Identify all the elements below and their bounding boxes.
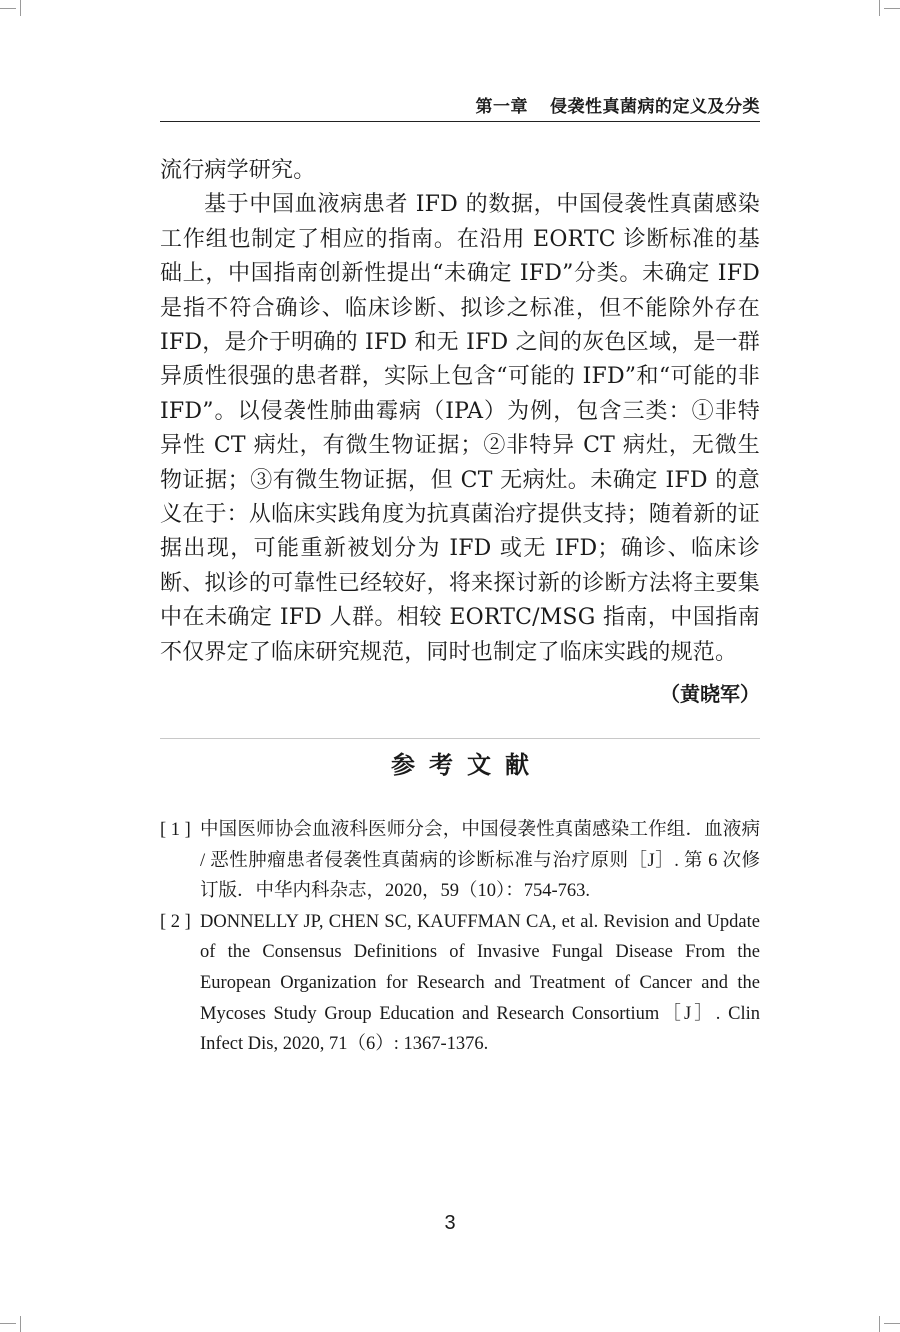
reference-text: DONNELLY JP, CHEN SC, KAUFFMAN CA, et al. Revision and Update of the Consensus Definitions of Invasive Fungal Disease From the European Organization for Research and Treatment of Cancer and the Mycoses Study Group Education and Research Consortium［J］. Clin Infect Dis, 2020, 71（6）: 1367-1376. [200, 911, 760, 1055]
reference-number: [ 2 ] [160, 911, 191, 932]
crop-mark [879, 0, 880, 16]
paragraph: 基于中国血液病患者 IFD 的数据，中国侵袭性真菌感染工作组也制定了相应的指南。在沿用 EORTC 诊断标准的基础上，中国指南创新性提出“未确定 IFD”分类。未确定 IFD 是指不符合确诊、临床诊断、拟诊之标准，但不能除外存在 IFD，是介于明确的 IFD 和无 IFD 之间的灰色区域，是一群异质性很强的患者群，实际上包含“可能的 IFD”和“可能的非 IFD”。以侵袭性肺曲霉病（IPA）为例，包含三类：①非特异性 CT 病灶，有微生物证据；②非特异 CT 病灶，无微生物证据；③有微生物证据，但 CT 无病灶。未确定 IFD 的意义在于：从临床实践角度为抗真菌治疗提供支持；随着新的证据出现，可能重新被划分为 IFD 或无 IFD；确诊、临床诊断、拟诊的可靠性已经较好，将来探讨新的诊断方法将主要集中在未确定 IFD 人群。相较 EORTC/MSG 指南，中国指南不仅界定了临床研究规范，同时也制定了临床实践的规范。 [160, 192, 760, 665]
reference-list [160, 815, 760, 1060]
paragraph: 流行病学研究。 [160, 158, 316, 183]
reference-number: [ 1 ] [160, 820, 191, 840]
section-divider [160, 738, 760, 739]
crop-mark [20, 0, 21, 16]
crop-mark [0, 1323, 16, 1324]
reference-item [160, 907, 760, 1060]
page-number: 3 [444, 1212, 456, 1234]
author-credit: （黄晓军） [660, 682, 760, 706]
main-text [160, 154, 760, 670]
reference-text: 中国医师协会血液科医师分会，中国侵袭性真菌感染工作组．血液病 / 恶性肿瘤患者侵袭性真菌病的诊断标准与治疗原则［J］. 第 6 次修订版．中华内科杂志，2020，59（10）：754-763. [200, 820, 760, 902]
running-head [160, 92, 760, 117]
references-heading: 参考文献 [391, 751, 543, 779]
reference-item [160, 815, 760, 907]
chapter-title: 侵袭性真菌病的定义及分类 [550, 97, 760, 117]
crop-mark [884, 8, 900, 9]
crop-mark [0, 8, 16, 9]
chapter-label: 第一章 [475, 97, 528, 117]
crop-mark [20, 1316, 21, 1332]
crop-mark [879, 1316, 880, 1332]
crop-mark [884, 1323, 900, 1324]
header-rule [160, 121, 760, 122]
